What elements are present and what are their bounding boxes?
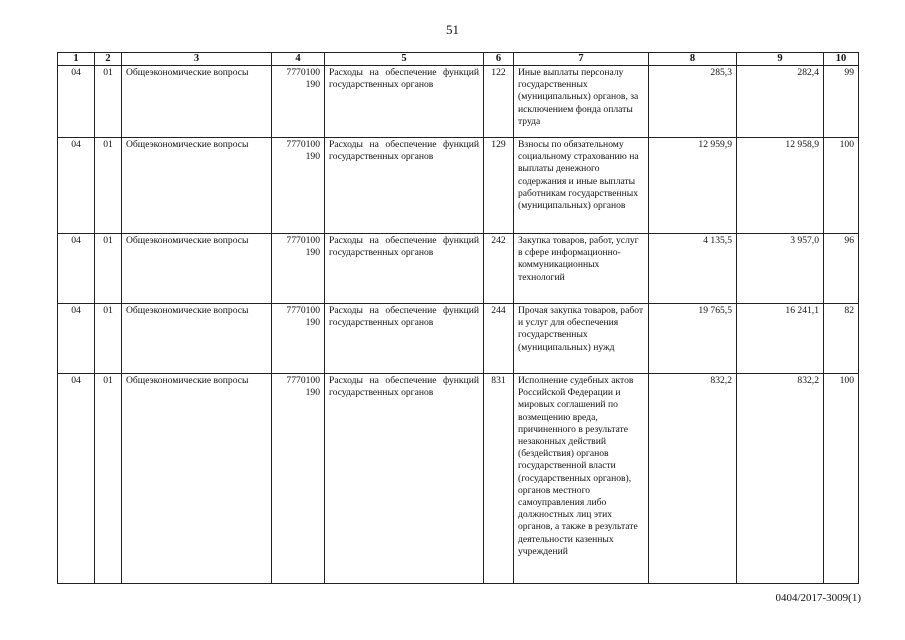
cell-article-name: Расходы на обеспечение функций государственных органов [325, 66, 484, 138]
cell-section: 04 [58, 374, 95, 584]
cell-percent: 96 [824, 234, 859, 304]
cell-expense-type: 244 [484, 304, 514, 374]
cell-percent: 100 [824, 138, 859, 234]
cell-percent: 100 [824, 374, 859, 584]
cell-target-article: 7770100 190 [272, 234, 325, 304]
cell-article-name: Расходы на обеспечение функций государственных органов [325, 374, 484, 584]
cell-percent: 82 [824, 304, 859, 374]
cell-section: 04 [58, 66, 95, 138]
cell-section-name: Общеэкономические вопросы [122, 374, 272, 584]
cell-executed: 832,2 [737, 374, 824, 584]
cell-section: 04 [58, 234, 95, 304]
cell-planned: 285,3 [649, 66, 737, 138]
table-header-row [58, 53, 859, 66]
cell-expense-name: Взносы по обязательному социальному страхованию на выплаты денежного содержания и иные выплаты работникам государственных (муниципальных) органов [514, 138, 649, 234]
cell-section: 04 [58, 304, 95, 374]
cell-percent: 99 [824, 66, 859, 138]
header-col-10: 10 [824, 53, 859, 66]
header-col-3: 3 [122, 53, 272, 66]
header-col-9: 9 [737, 53, 824, 66]
cell-target-article: 7770100 190 [272, 66, 325, 138]
cell-expense-name: Закупка товаров, работ, услуг в сфере информационно-коммуникационных технологий [514, 234, 649, 304]
cell-subsection: 01 [95, 66, 122, 138]
cell-section-name: Общеэкономические вопросы [122, 304, 272, 374]
cell-subsection: 01 [95, 234, 122, 304]
header-col-5: 5 [325, 53, 484, 66]
cell-expense-type: 242 [484, 234, 514, 304]
cell-expense-name: Прочая закупка товаров, работ и услуг для обеспечения государственных (муниципальных) нужд [514, 304, 649, 374]
header-col-8: 8 [649, 53, 737, 66]
table-row [58, 66, 859, 138]
cell-target-article: 7770100 190 [272, 138, 325, 234]
cell-executed: 3 957,0 [737, 234, 824, 304]
cell-section-name: Общеэкономические вопросы [122, 138, 272, 234]
cell-target-article: 7770100 190 [272, 304, 325, 374]
cell-section: 04 [58, 138, 95, 234]
cell-executed: 16 241,1 [737, 304, 824, 374]
cell-subsection: 01 [95, 138, 122, 234]
table-row [58, 234, 859, 304]
cell-subsection: 01 [95, 304, 122, 374]
cell-expense-type: 122 [484, 66, 514, 138]
table-row [58, 138, 859, 234]
cell-expense-type: 129 [484, 138, 514, 234]
cell-expense-type: 831 [484, 374, 514, 584]
document-code: 0404/2017-3009(1) [775, 592, 861, 604]
cell-target-article: 7770100 190 [272, 374, 325, 584]
cell-planned: 832,2 [649, 374, 737, 584]
cell-planned: 19 765,5 [649, 304, 737, 374]
header-col-2: 2 [95, 53, 122, 66]
cell-subsection: 01 [95, 374, 122, 584]
cell-section-name: Общеэкономические вопросы [122, 66, 272, 138]
header-col-7: 7 [514, 53, 649, 66]
table-row [58, 304, 859, 374]
cell-expense-name: Исполнение судебных актов Российской Федерации и мировых соглашений по возмещению вреда, причиненного в результате незаконных действий (бездействия) органов государственной власти (государственных органов), органов местного самоуправления либо должностных лиц этих органов, а также в результате деятельности казенных учреждений [514, 374, 649, 584]
header-col-6: 6 [484, 53, 514, 66]
budget-table [57, 52, 859, 584]
cell-executed: 12 958,9 [737, 138, 824, 234]
cell-planned: 12 959,9 [649, 138, 737, 234]
cell-article-name: Расходы на обеспечение функций государственных органов [325, 138, 484, 234]
cell-article-name: Расходы на обеспечение функций государственных органов [325, 234, 484, 304]
cell-planned: 4 135,5 [649, 234, 737, 304]
cell-executed: 282,4 [737, 66, 824, 138]
header-col-1: 1 [58, 53, 95, 66]
header-col-4: 4 [272, 53, 325, 66]
page-number: 51 [446, 22, 459, 37]
cell-section-name: Общеэкономические вопросы [122, 234, 272, 304]
cell-expense-name: Иные выплаты персоналу государственных (муниципальных) органов, за исключением фонда оплаты труда [514, 66, 649, 138]
table-row [58, 374, 859, 584]
cell-article-name: Расходы на обеспечение функций государственных органов [325, 304, 484, 374]
